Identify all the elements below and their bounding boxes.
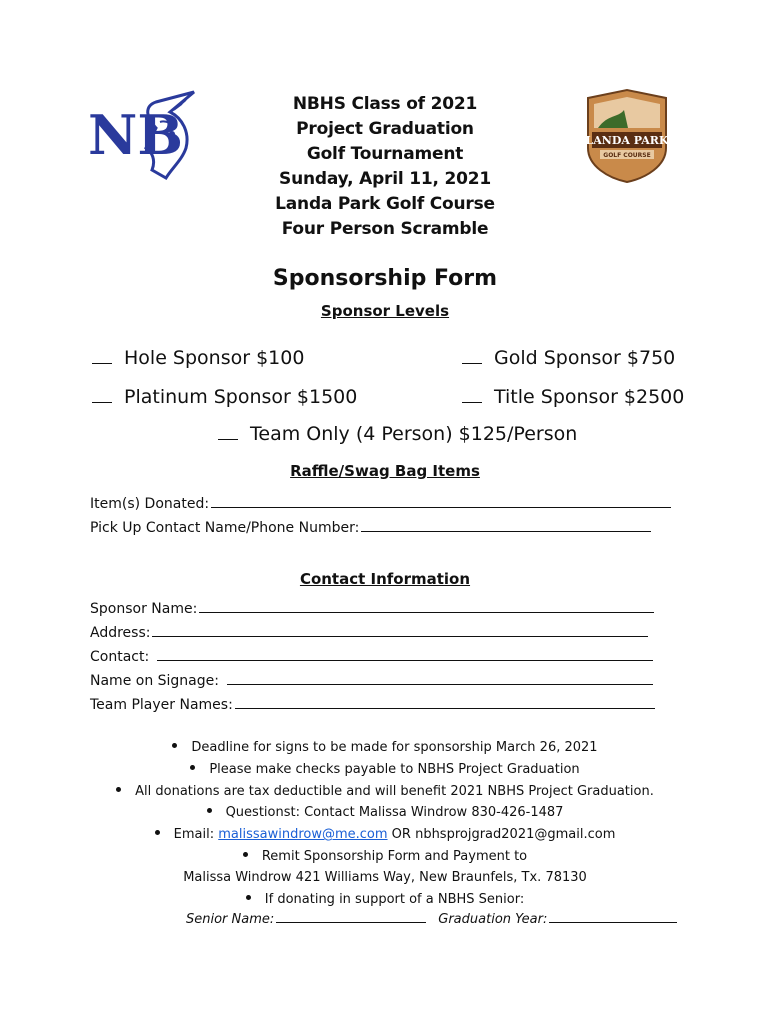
header-line-class: NBHS Class of 2021 — [292, 94, 478, 114]
team-players-label: Team Player Names: — [90, 697, 233, 713]
note-checks — [0, 762, 770, 777]
senior-name-label: Senior Name: — [186, 912, 275, 927]
landa-logo-sub: GOLF COURSE — [603, 152, 651, 159]
header-line-project: Project Graduation — [296, 119, 474, 139]
note-deadline-text: Deadline for signs to be made for sponsorship March 26, 2021 — [191, 740, 598, 755]
note-checks-text: Please make checks payable to NBHS Project Graduation — [209, 762, 580, 777]
title-sponsor-label: Title Sponsor $2500 — [494, 386, 685, 408]
note-questions-text: Questionst: Contact Malissa Windrow 830-426-1487 — [225, 805, 564, 820]
platinum-sponsor-blank[interactable] — [92, 401, 112, 403]
nb-letter-n: NB — [88, 103, 184, 167]
title-sponsor-option[interactable] — [462, 386, 684, 408]
bullet-dot — [246, 895, 251, 900]
header-line-tournament: Golf Tournament — [306, 144, 464, 164]
items-donated-label: Item(s) Donated: — [90, 496, 210, 512]
landa-logo-name: LANDA PARK — [585, 134, 669, 147]
signage-name-line[interactable] — [227, 683, 653, 685]
title-sponsor-blank[interactable] — [462, 401, 482, 403]
bullet-dot — [190, 765, 195, 770]
gold-sponsor-label: Gold Sponsor $750 — [494, 347, 676, 369]
raffle-heading: Raffle/Swag Bag Items — [290, 462, 480, 480]
header-line-format: Four Person Scramble — [281, 219, 489, 239]
note-remit-text: Remit Sponsorship Form and Payment to — [261, 849, 528, 864]
bullet-dot — [207, 808, 212, 813]
bullet-dot — [243, 852, 248, 857]
contact-line[interactable] — [157, 659, 653, 661]
gold-sponsor-blank[interactable] — [462, 362, 482, 364]
email-link[interactable]: malissawindrow@me.com — [218, 827, 388, 842]
nbhs-unicorn-logo — [86, 88, 198, 192]
pickup-contact-label: Pick Up Contact Name/Phone Number: — [90, 520, 360, 536]
hole-sponsor-option[interactable] — [92, 347, 304, 369]
address-line[interactable] — [152, 635, 648, 637]
pickup-contact-field[interactable] — [90, 520, 651, 536]
contact-field[interactable] — [90, 649, 653, 665]
landa-park-logo — [584, 88, 670, 184]
header-line-course: Landa Park Golf Course — [275, 194, 495, 214]
address-field[interactable] — [90, 625, 648, 641]
hole-sponsor-blank[interactable] — [92, 362, 112, 364]
note-questions — [0, 805, 770, 820]
gold-sponsor-option[interactable] — [462, 347, 675, 369]
note-senior-text: If donating in support of a NBHS Senior: — [264, 892, 525, 907]
sponsor-name-line[interactable] — [199, 611, 654, 613]
signage-name-field[interactable] — [90, 673, 653, 689]
note-tax — [0, 784, 770, 799]
hole-sponsor-label: Hole Sponsor $100 — [124, 347, 305, 369]
note-senior — [0, 892, 770, 907]
bullet-dot — [155, 830, 160, 835]
senior-name-line[interactable] — [276, 921, 426, 923]
sponsor-name-field[interactable] — [90, 601, 654, 617]
sponsor-name-label: Sponsor Name: — [90, 601, 198, 617]
items-donated-line[interactable] — [211, 506, 671, 508]
bullet-dot — [116, 787, 121, 792]
team-only-blank[interactable] — [218, 438, 238, 440]
team-players-line[interactable] — [235, 707, 655, 709]
sponsor-levels-heading: Sponsor Levels — [320, 302, 450, 320]
team-only-option[interactable] — [218, 423, 577, 445]
team-players-field[interactable] — [90, 697, 655, 713]
note-address: Malissa Windrow 421 Williams Way, New Braunfels, Tx. 78130 — [183, 870, 587, 885]
platinum-sponsor-label: Platinum Sponsor $1500 — [124, 386, 358, 408]
email-label: Email: — [173, 827, 215, 842]
form-title: Sponsorship Form — [272, 266, 498, 291]
note-tax-text: All donations are tax deductible and will benefit 2021 NBHS Project Graduation. — [135, 784, 654, 799]
signage-name-label: Name on Signage: — [90, 673, 219, 689]
bullet-dot — [172, 743, 177, 748]
contact-heading: Contact Information — [299, 570, 471, 588]
platinum-sponsor-option[interactable] — [92, 386, 357, 408]
pickup-contact-line[interactable] — [361, 530, 651, 532]
senior-name-field[interactable] — [186, 912, 677, 927]
note-email — [0, 827, 770, 842]
address-label: Address: — [90, 625, 151, 641]
team-only-label: Team Only (4 Person) $125/Person — [250, 423, 578, 445]
email-alt: OR nbhsprojgrad2021@gmail.com — [387, 827, 616, 842]
items-donated-field[interactable] — [90, 496, 671, 512]
grad-year-label: Graduation Year: — [438, 912, 548, 927]
note-deadline — [0, 740, 770, 755]
header-line-date: Sunday, April 11, 2021 — [279, 169, 491, 189]
note-remit — [0, 849, 770, 864]
contact-label: Contact: — [90, 649, 150, 665]
grad-year-line[interactable] — [549, 921, 677, 923]
